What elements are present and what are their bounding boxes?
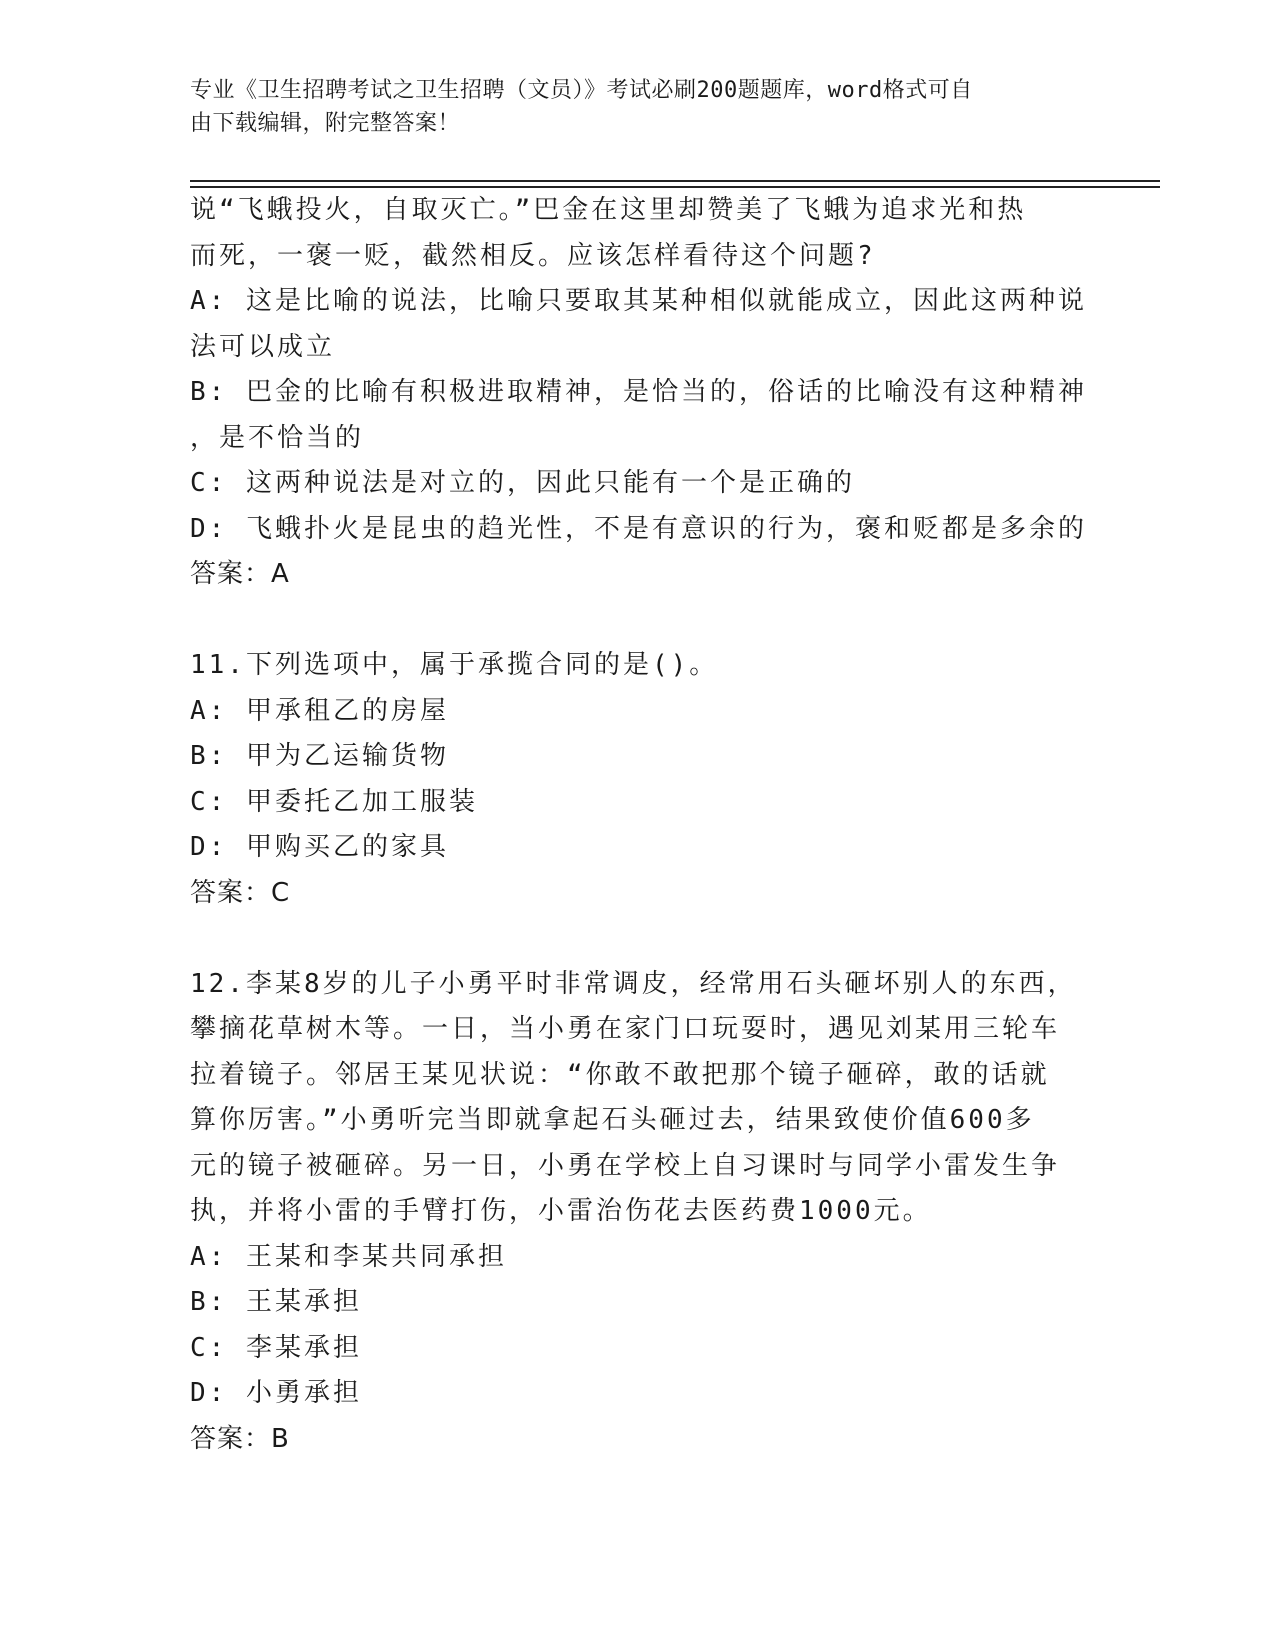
question-11 [190, 643, 1090, 916]
question-12 [190, 962, 1090, 1463]
question-stem-line: 执，并将小雷的手臂打伤，小雷治伤花去医药费1000元。 [190, 1196, 932, 1226]
answer-label: 答案：C [190, 877, 291, 908]
option-a-continued: 法可以成立 [190, 331, 336, 362]
option-a: A: 这是比喻的说法，比喻只要取其某种相似就能成立，因此这两种说 [190, 286, 1087, 316]
question-list [190, 188, 1090, 1462]
question-stem-line: 说“飞蛾投火，自取灭亡。”巴金在这里却赞美了飞蛾为追求光和热 [190, 195, 1027, 225]
document-header [190, 74, 1090, 140]
option-b: B: 巴金的比喻有积极进取精神，是恰当的，俗话的比喻没有这种精神 [190, 377, 1087, 407]
answer-label: 答案：A [190, 559, 290, 589]
question-spacer [190, 916, 1090, 962]
question-stem-line: 元的镜子被砸碎。另一日，小勇在学校上自习课时与同学小雷发生争 [190, 1150, 1061, 1181]
option-c: C: 甲委托乙加工服装 [190, 786, 478, 817]
question-stem-line: 算你厉害。”小勇听完当即就拿起石头砸过去，结果致使价值600多 [190, 1105, 1035, 1135]
question-10 [190, 188, 1090, 598]
question-stem-line: 12.李某8岁的儿子小勇平时非常调皮，经常用石头砸坏别人的东西， [190, 968, 1077, 999]
option-b: B: 王某承担 [190, 1287, 362, 1317]
option-a: A: 甲承租乙的房屋 [190, 695, 449, 726]
option-b-continued: ，是不恰当的 [190, 422, 365, 453]
option-c: C: 这两种说法是对立的，因此只能有一个是正确的 [190, 468, 855, 498]
option-d: D: 小勇承担 [190, 1378, 362, 1408]
question-stem-line: 攀摘花草树木等。一日，当小勇在家门口玩耍时，遇见刘某用三轮车 [190, 1014, 1061, 1044]
header-divider-top [190, 180, 1160, 182]
question-stem-line: 而死，一褒一贬，截然相反。应该怎样看待这个问题? [190, 240, 876, 271]
question-stem: 11.下列选项中，属于承揽合同的是()。 [190, 650, 719, 680]
question-stem-line: 拉着镜子。邻居王某见状说：“你敢不敢把那个镜子砸碎，敢的话就 [190, 1059, 1050, 1090]
option-a: A: 王某和李某共同承担 [190, 1241, 507, 1272]
option-d: D: 飞蛾扑火是昆虫的趋光性，不是有意识的行为，褒和贬都是多余的 [190, 513, 1087, 544]
header-line-2: 由下载编辑，附完整答案！ [190, 111, 461, 136]
option-b: B: 甲为乙运输货物 [190, 741, 449, 771]
header-line-1: 专业《卫生招聘考试之卫生招聘（文员）》考试必刷200题题库，word格式可自 [190, 78, 973, 103]
option-d: D: 甲购买乙的家具 [190, 832, 449, 862]
answer-label: 答案：B [190, 1423, 290, 1454]
option-c: C: 李某承担 [190, 1332, 362, 1363]
question-spacer [190, 598, 1090, 644]
